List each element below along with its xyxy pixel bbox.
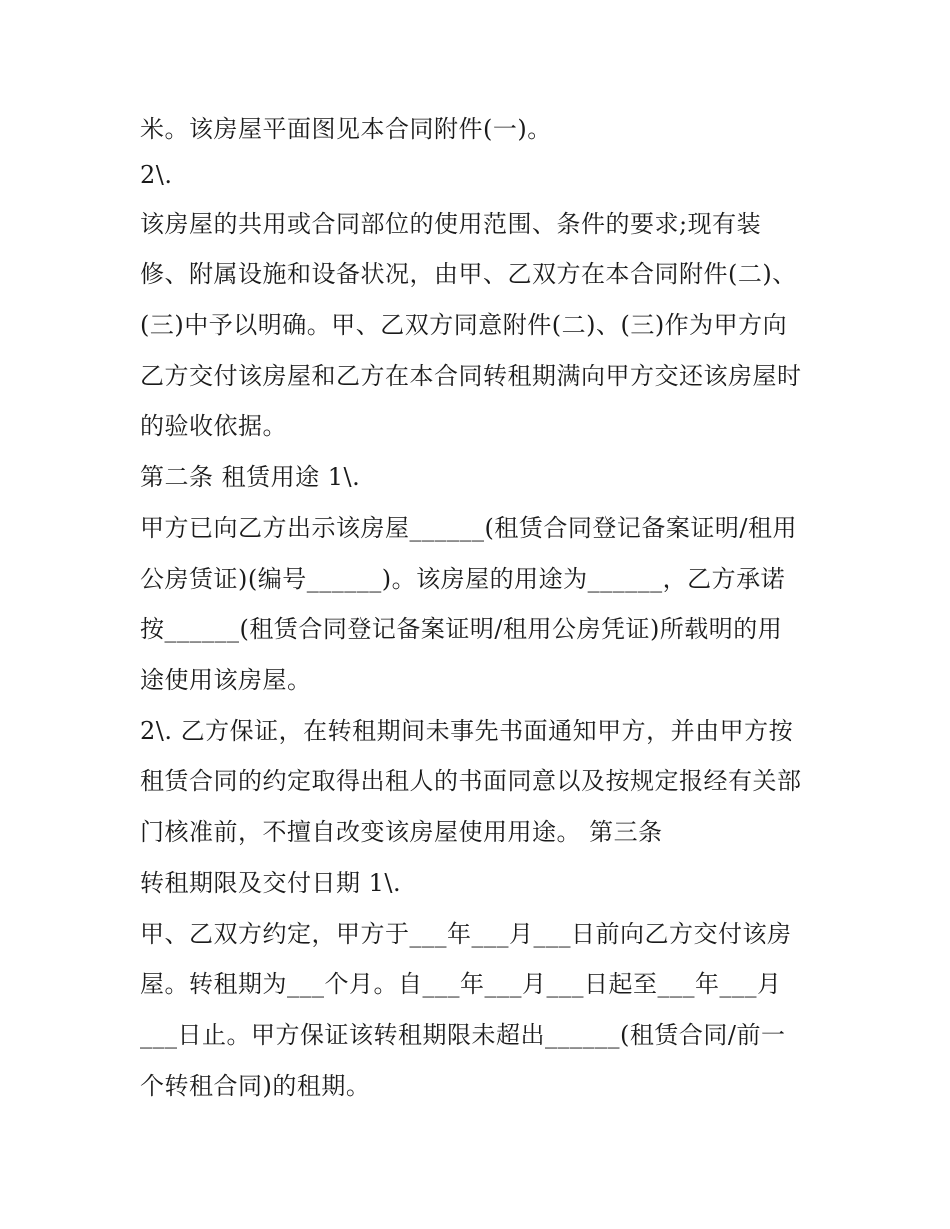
text-line: (三)中予以明确。甲、乙双方同意附件(二)、(三)作为甲方向 xyxy=(140,311,788,339)
text-line: 甲、乙双方约定，甲方于___年___月___日前向乙方交付该房 xyxy=(140,920,792,948)
section-heading: 第二条 租赁用途 1\. xyxy=(140,463,361,491)
text-line: 2\. 乙方保证，在转租期间未事先书面通知甲方，并由甲方按 xyxy=(140,717,794,745)
text-line: 租赁合同的约定取得出租人的书面同意以及按规定报经有关部 xyxy=(140,767,802,795)
text-line: 门核准前，不擅自改变该房屋使用用途。 第三条 xyxy=(140,818,663,846)
text-line: 公房赁证)(编号______)。该房屋的用途为______，乙方承诺 xyxy=(140,565,786,593)
text-line: 甲方已向乙方出示该房屋______(租赁合同登记备案证明/租用 xyxy=(140,514,797,542)
text-line: 修、附属设施和设备状况，由甲、乙双方在本合同附件(二)、 xyxy=(140,260,797,288)
text-line: 屋。转租期为___个月。自___年___月___日起至___年___月 xyxy=(140,970,782,998)
text-line: 按______(租赁合同登记备案证明/租用公房凭证)所载明的用 xyxy=(140,615,783,643)
text-line: 乙方交付该房屋和乙方在本合同转租期满向甲方交还该房屋时 xyxy=(140,362,802,390)
text-line: 该房屋的共用或合同部位的使用范围、条件的要求;现有装 xyxy=(140,210,762,238)
text-line: ___日止。甲方保证该转租期限未超出______(租赁合同/前一 xyxy=(140,1021,786,1049)
section-heading: 转租期限及交付日期 1\. xyxy=(140,869,402,897)
text-line: 米。该房屋平面图见本合同附件(一)。 xyxy=(140,115,552,143)
text-line: 2\. xyxy=(140,161,173,189)
text-line: 的验收依据。 xyxy=(140,412,287,440)
text-line: 个转租合同)的租期。 xyxy=(140,1072,371,1100)
text-line: 途使用该房屋。 xyxy=(140,666,312,694)
